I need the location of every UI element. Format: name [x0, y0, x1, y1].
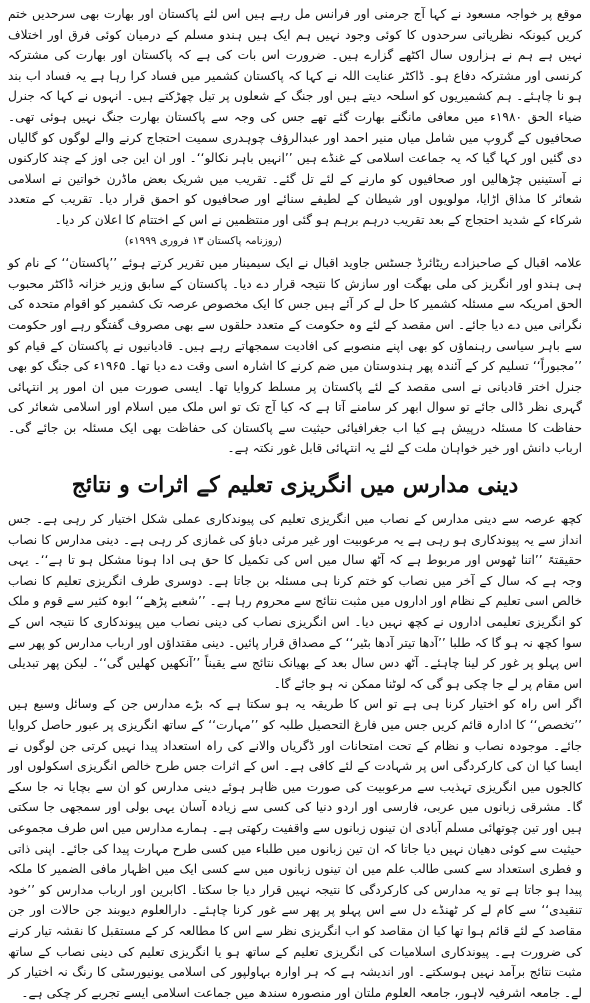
body-paragraph: کچھ عرصہ سے دینی مدارس کے نصاب میں انگریزی تعلیم کی پیوندکاری عملی شکل اختیار کر رہی ہے۔ جس انداز سے یہ پیوندکاری ہو رہی ہے یہ مرعوبیت اور غیر مرئی دباؤ کی غمازی کر رہی ہے۔ دینی مدارس کا نصاب حقیقتہً ’’اتنا ٹھوس اور مربوط ہے کہ آٹھ سال میں اس کی تکمیل کا حق ہی ادا ہونا مشکل ہو تا ہے‘‘۔ یہی وجہ ہے کہ سال کے آخر میں نصاب کو ختم کرنا ہی مسئلہ بن جاتا ہے۔ دوسری طرف انگریزی تعلیم کا نصاب خالص اسی تعلیم کے نظام اور اداروں میں مثبت نتائج سے محروم رہا ہے۔ ’’شعبے پڑھے‘‘ ابوہ کثیر سے قوم و ملک کو انگریزی تعلیمی اداروں نے کچھ نہیں دیا۔ اس انگریزی نصاب کی دینی نصاب میں پیوندکاری کا نتیجہ اس کے سوا کچھ نہ ہو گا کہ طلبا ’’آدھا تیتر آدھا بٹیر‘‘ کے مصداق قرار پائیں۔ دینی مقتداؤں اور ارباب مدارس کو پھر سے اس پہلو پر غور کر لینا چاہئے۔ آٹھ دس سال بعد کے بھیانک نتائج سے یقیناً ’’آنکھیں کھلیں گی‘‘۔ لیکن پھر تبدیلی اس مقام پر لے جا چکی ہو گی کہ لوٹنا ممکن نہ ہو جائے گا۔ [8, 512, 582, 691]
body-paragraph: اگر اس راہ کو اختیار کرنا ہی ہے تو اس کا طریقہ یہ ہو سکتا ہے کہ بڑے مدارس جن کے وسائل وسیع ہیں ’’تخصص‘‘ کا ادارہ قائم کریں جس میں فارغ التحصیل طلبہ کو ’’مہارت‘‘ کے ساتھ انگریزی پر عبور حاصل کروایا جائے۔ موجودہ نصاب و نظام کے تحت امتحانات اور ڈگریاں والانے کی راہ استعداد پیدا نہیں کرتی جن لوگوں نے ایسا کیا ان کی کارکردگی اس پر شہادت کے لئے کافی ہے۔ اس کے اثرات جس طرح خالص انگریزی اسکولوں اور کالجوں میں انگریزی تہذیب سے مرعوبیت کی صورت میں ظاہر ہوئے دینی مدارس کو ان سے بچایا نہ جا سکے گا۔ مشرقی زبانوں میں عربی، فارسی اور اردو دنیا کی کسی سے زیادہ آسان یہی بولی اور سمجھی جا سکتی ہیں اور تین چوتھائی مسلم آبادی ان تینوں زبانوں سے واقفیت رکھتی ہے۔ ہمارے مدارس میں اس طرف مجموعی حیثیت سے کوئی دھیان نہیں دیا جاتا کہ ان تین زبانوں میں طلباء میں کسی طرح مہارت پیدا کی جائے۔ اپنی ذاتی و فطری استعداد سے کسی طالب علم میں ان تینوں زبانوں میں سے کسی ایک میں اظہار مافی الضمیر کا ملکہ پیدا ہو جاتا ہے تو یہ مدارس کی کارکردگی کا نتیجہ نہیں قرار دیا جا سکتا۔ اکابرین اور ارباب مدارس کو ’’خود تنقیدی‘‘ سے کام لے کر ٹھنڈے دل سے اس پہلو پر پھر سے غور کرنا چاہئے۔ دارالعلوم دیوبند جن حالات اور جن مقاصد کے لئے قائم ہوا تھا کیا ان مقاصد کو اب انگریزی نظر سے اس کا مطالعہ کر کے مستقبل کا نقشہ تیار کرنے کی ضرورت ہے۔ پیوندکاری اسلامیات کی انگریزی تعلیم کے ساتھ ہو یا انگریزی تعلیم کی دینی نصاب کے ساتھ مثبت نتائج برآمد نہیں ہوسکتے۔ اور اندیشہ ہے کہ ہر اوارہ بہاولپور کی اسلامی یونیورسٹی کا رنگ نہ اختیار کر لے۔ جامعہ اشرفیہ لاہور، جامعہ العلوم ملتان اور منصورہ سندھ میں جماعت اسلامی ایسے تجربے کر چکی ہے۔ [8, 697, 582, 1000]
body-paragraph: موقع پر خواجہ مسعود نے کہا آج جرمنی اور فرانس مل رہے ہیں اس لئے پاکستان اور بھارت بھی سرحدیں ختم کریں کیونکہ نظریاتی سرحدوں کا کوئی وجود نہیں ہم ایک ہیں ہندو مسلم کے درمیان کوئی فرق اور اختلاف نہیں ہے ہم نے ہزاروں سال اکٹھے گزارے ہیں۔ ضرورت اس بات کی ہے کہ پاکستان اور بھارت کی مشترکہ کرنسی اور مشترکہ دفاع ہو۔ ڈاکٹر عنایت اللہ نے کہا کہ پاکستان کشمیر میں فساد کرا رہا ہے یہ فساد اب بند ہو نا چاہئے۔ ہم کشمیریوں کو اسلحہ دیتے ہیں اور جنگ کے شعلوں پر تیل چھڑکتے ہیں۔ انہوں نے کہا کہ جنرل ضیاء الحق ۱۹۸۰ء میں معافی مانگنے بھارت گئے تھے جس کی وجہ سے پاکستان بھارت جنگ نہیں ہوئی تھی۔ صحافیوں کے گروپ میں شامل میاں منیر احمد اور عبدالرؤف چوہدری سمیت احتجاج کرنے والے لوگوں کو گالیاں دی گئیں اور کہا گیا کہ یہ جماعت اسلامی کے غنڈے ہیں ’’انہیں باہر نکالو‘‘۔ اور ان این جی اوز کے چند کارکنوں نے آستینیں چڑھالیں اور صحافیوں کو مارنے کے لئے تل گئے۔ تقریب میں شریک بعض ماڈرن خواتین نے اسلامی شعائر کا مذاق اڑایا، مولویوں اور شیطان کے لطیفے سنائے اور صحافیوں کو احمق قرار دیا۔ تقریب کے متعدد شرکاء کے شدید احتجاج کے بعد تقریب درہم برہم ہو گئی اور منتظمین نے اس کے اختتام کا اعلان کر دیا۔ [8, 7, 582, 227]
section-heading: دینی مدارس میں انگریزی تعلیم کے اثرات و نتائج [71, 472, 519, 499]
body-paragraph: علامہ اقبال کے صاحبزادے ریٹائرڈ جسٹس جاوید اقبال نے ایک سیمینار میں تقریر کرتے ہوئے ’’پاکستان‘‘ کے نام کو ہی ہندو اور انگریز کی ملی بھگت اور سازش کا نتیجہ قرار دے دیا۔ پاکستان کے سابق وزیر خزانہ ڈاکٹر محبوب الحق امریکہ سے مسئلہ کشمیر کا حل لے کر آئے ہیں جس کا ایک مخصوص عرصہ تک کشمیر کو اقوام متحدہ کی نگرانی میں دے دیا جائے۔ اس مقصد کے لئے وہ حکومت کے متعدد حلقوں سے بھی مصروف گفتگو رہے اور حکومت سے باہر سیاسی رہنماؤں کو بھی اپنے منصوبے کی افادیت سمجھاتے رہے ہیں۔ قادیانیوں نے پاکستان کے قیام کو ’’مجبوراً‘‘ تسلیم کر کے آئندہ پھر ہندوستان میں ضم کرنے کا اشارہ اسی وقت دے دیا تھا۔ ۱۹۶۵ء کی جنگ کو بھی جنرل اختر قادیانی نے اسی مقصد کے لئے پاکستان پر مسلط کروایا تھا۔ ایسی صورت میں ان امور پر انتہائی گہری نظر ڈالی جائے تو سوال ابھر کر سامنے آتا ہے کہ کیا آج تک تو اس ملک میں اسلام اور اسلامی شعائر کی حفاظت کا مسئلہ درپیش ہے کیا اب جغرافیائی حیثیت سے پاکستان کی حفاظت بھی ایک مسئلہ بن جائے گی۔ ارباب دانش اور خیر خواہان ملت کے لئے یہ انتہائی قابل غور نکتہ ہے۔ [8, 256, 582, 456]
source-citation: (روزنامہ پاکستان ۱۳ فروری ۱۹۹۹ء) [124, 234, 282, 247]
